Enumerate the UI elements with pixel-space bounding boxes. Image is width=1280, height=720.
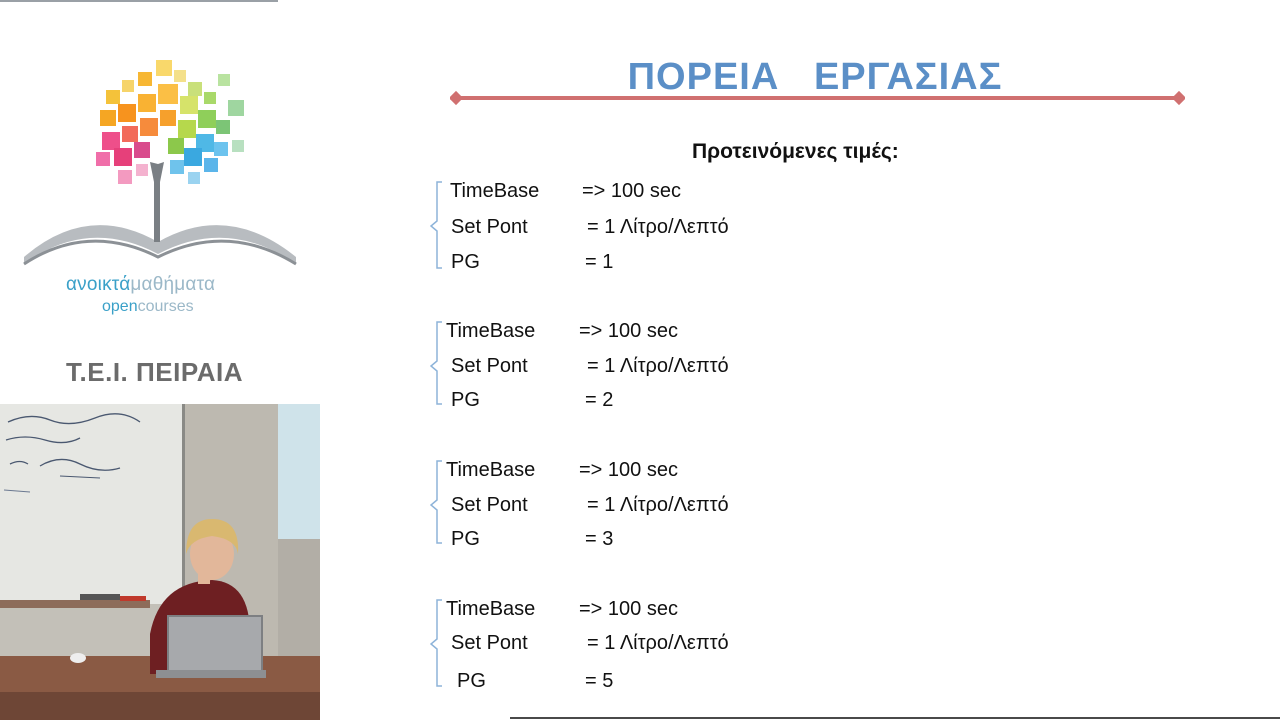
param-value: => 100 sec <box>579 320 678 342</box>
param-label: TimeBase <box>446 598 536 620</box>
param-value: = 1 Λίτρο/Λεπτό <box>587 216 729 238</box>
title-rule <box>450 88 1185 108</box>
param-value: => 100 sec <box>579 598 678 620</box>
brace-icon <box>430 594 444 694</box>
param-label: TimeBase <box>446 320 536 342</box>
slide-title: ΠΟΡΕΙΑ ΕΡΓΑΣΙΑΣ <box>627 56 1003 98</box>
param-label: TimeBase <box>446 459 536 481</box>
parameter-group-3 <box>430 455 830 555</box>
slide-subtitle: Προτεινόμενες τιμές: <box>692 140 899 163</box>
brace-icon <box>430 176 444 276</box>
logo-subtitle: opencourses <box>102 298 194 315</box>
lecturer-video <box>0 404 320 720</box>
parameter-group-2 <box>430 316 830 416</box>
parameter-group-1 <box>430 176 830 276</box>
param-value: = 5 <box>585 670 614 692</box>
institution-name: Τ.Ε.Ι. ΠΕΙΡΑΙΑ <box>66 357 244 387</box>
param-value: = 1 <box>585 251 614 273</box>
param-label: PG <box>451 389 480 411</box>
parameter-group-4 <box>430 594 830 694</box>
param-label: TimeBase <box>450 180 540 202</box>
param-label: PG <box>451 251 480 273</box>
param-value: => 100 sec <box>579 459 678 481</box>
param-value: = 1 Λίτρο/Λεπτό <box>587 632 729 654</box>
param-value: => 100 sec <box>582 180 681 202</box>
param-label: Set Pont <box>451 216 528 238</box>
param-label: Set Pont <box>451 632 528 654</box>
logo-wordmark: ανοικτάμαθήματα <box>66 274 216 295</box>
brace-icon <box>430 316 444 416</box>
param-label: Set Pont <box>451 494 528 516</box>
top-divider <box>0 0 278 2</box>
param-label: PG <box>457 670 486 692</box>
param-value: = 1 Λίτρο/Λεπτό <box>587 355 729 377</box>
param-label: Set Pont <box>451 355 528 377</box>
param-value: = 1 Λίτρο/Λεπτό <box>587 494 729 516</box>
param-label: PG <box>451 528 480 550</box>
brace-icon <box>430 455 444 555</box>
param-value: = 2 <box>585 389 614 411</box>
bottom-divider <box>510 717 1280 719</box>
param-value: = 3 <box>585 528 614 550</box>
